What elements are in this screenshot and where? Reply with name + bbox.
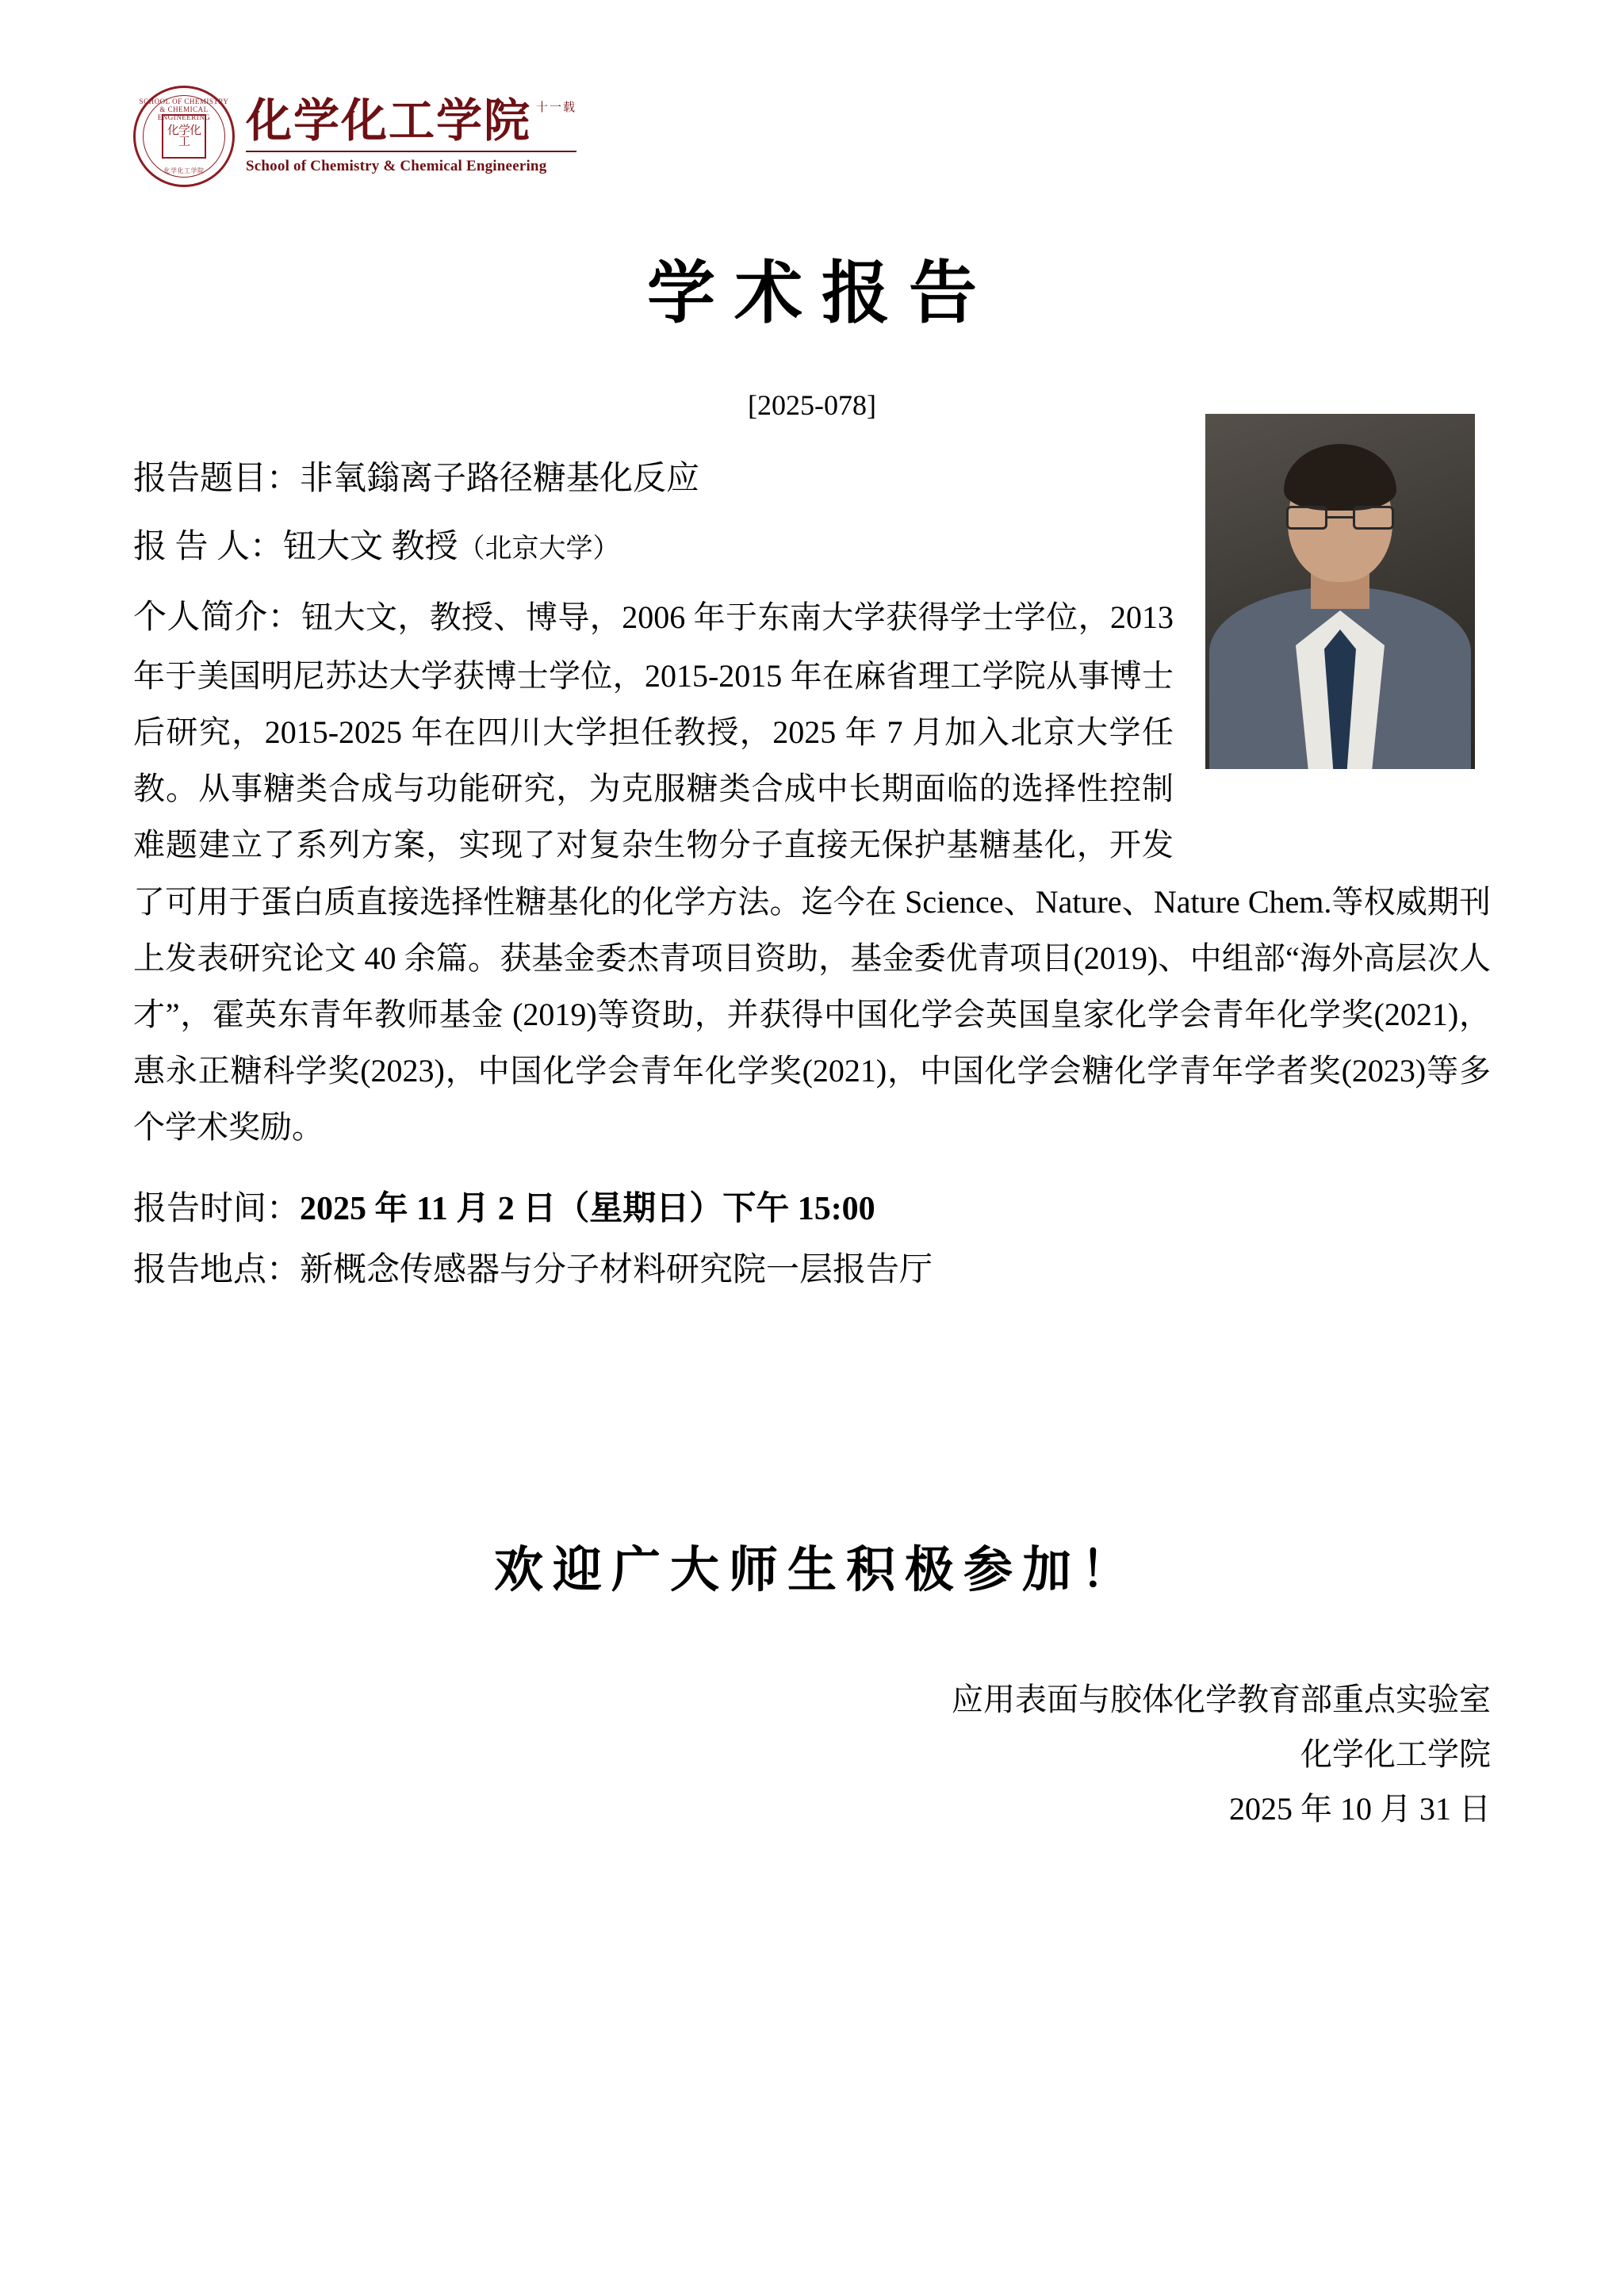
signature-line-3: 2025 年 10 月 31 日 bbox=[1229, 1790, 1491, 1827]
school-name-sup: 十一载 bbox=[536, 101, 577, 115]
speaker-label: 报 告 人： bbox=[133, 529, 284, 566]
school-name-cn-text: 化学化工学院 bbox=[246, 95, 532, 147]
school-name-block bbox=[246, 95, 577, 175]
school-name-en: School of Chemistry & Chemical Engineering bbox=[246, 151, 576, 175]
time-value: 2025 年 11 月 2 日（星期日）下午 15:00 bbox=[300, 1190, 875, 1227]
university-seal-icon bbox=[133, 86, 235, 187]
topic-row bbox=[133, 452, 1491, 506]
place-value: 新概念传感器与分子材料研究院一层报告厅 bbox=[300, 1251, 933, 1288]
time-label: 报告时间： bbox=[133, 1190, 301, 1227]
speaker-affiliation: （北京大学） bbox=[458, 534, 620, 564]
school-header bbox=[133, 86, 576, 187]
topic-label: 报告题目： bbox=[133, 461, 301, 497]
bio-paragraph bbox=[133, 588, 1491, 1155]
place-row bbox=[133, 1244, 1491, 1297]
speaker-value: 钮大文 教授 bbox=[283, 529, 458, 566]
poster-content bbox=[133, 452, 1491, 1297]
page-title: 学术报告 bbox=[647, 253, 996, 333]
bio-label: 个人简介： bbox=[133, 599, 302, 637]
welcome-message: 欢迎广大师生积极参加！ bbox=[493, 1540, 1139, 1598]
seal-ring-bottom-text: 化学化工学院 bbox=[163, 167, 205, 174]
signature-block bbox=[952, 1673, 1491, 1836]
place-label: 报告地点： bbox=[133, 1251, 301, 1288]
seal-center-text: 化学化工 bbox=[162, 114, 206, 159]
time-row bbox=[133, 1183, 1491, 1236]
seal-ring-top-text: SCHOOL OF CHEMISTRY & CHEMICAL ENGINEERING bbox=[139, 98, 229, 121]
speaker-row bbox=[133, 520, 1491, 574]
document-number: [2025-078] bbox=[748, 389, 876, 421]
school-name-cn bbox=[246, 95, 577, 147]
portrait-text-wrap-spacer bbox=[1174, 588, 1491, 826]
bio-text: 钮大文，教授、博导，2006 年于东南大学获得学士学位，2013 年于美国明尼苏达大学获博士学位，2015-2015 年在麻省理工学院从事博士后研究，2015-2025 年在四川大学担任教授，2025 年 7 月加入北京大学任教。从事糖类合成与功能研究，为克服糖类合成中长期面临的选择性控制难题建立了系列方案，实现了对复杂生物分子直接无保护基糖基化，开发了可用于蛋白质直接选择性糖基化的化学方法。迄今在 Science、Nature、Nature Chem.等权威期刊上发表研究论文 40 余篇。获基金委杰青项目资助，基金委优青项目(2019)、中组部“海外高层次人才”，霍英东青年教师基金 (2019)等资助，并获得中国化学会英国皇家化学会青年化学奖(2021)，惠永正糖科学奖(2023)，中国化学会青年化学奖(2021)，中国化学会糖化学青年学者奖(2023)等多个学术奖励。 bbox=[133, 599, 1491, 1146]
signature-line-1: 应用表面与胶体化学教育部重点实验室 bbox=[952, 1682, 1491, 1717]
signature-line-2: 化学化工学院 bbox=[1300, 1735, 1491, 1772]
topic-value: 非氧鎓离子路径糖基化反应 bbox=[300, 461, 700, 497]
